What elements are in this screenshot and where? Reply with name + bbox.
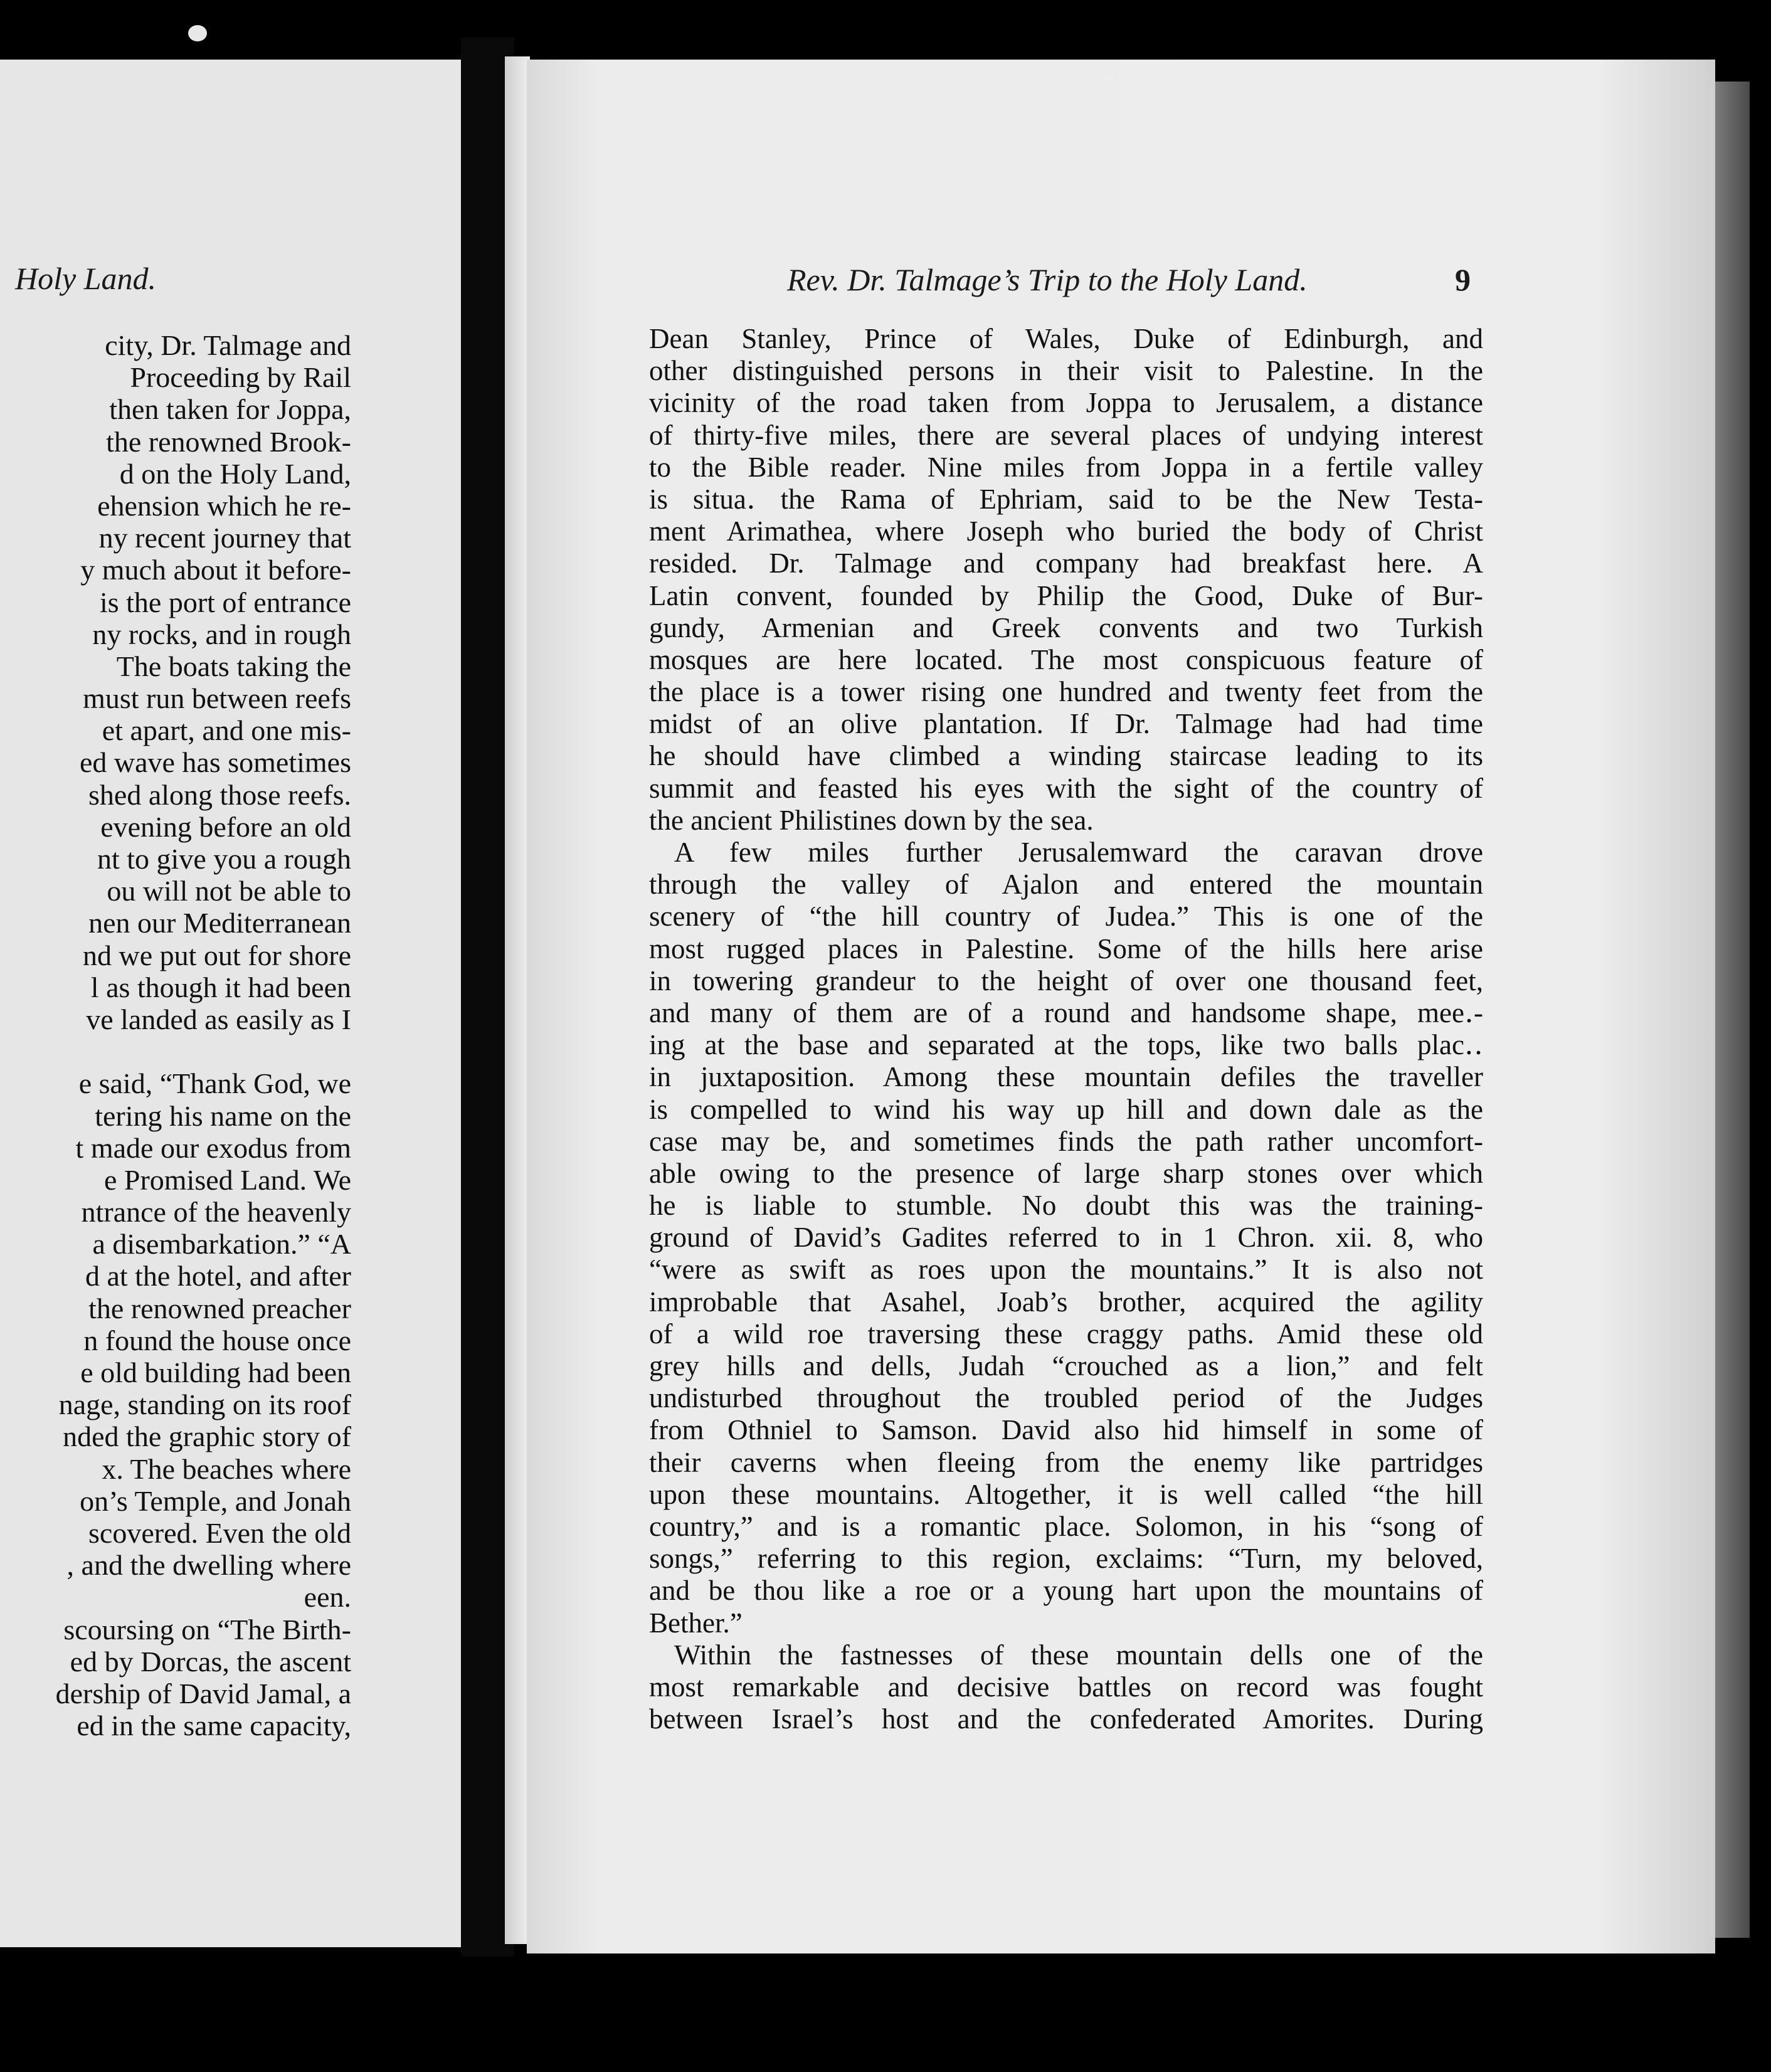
left-text-line: y much about it before-: [80, 554, 351, 586]
left-page-text: [0, 329, 351, 1742]
text-line: of a wild roe traversing these craggy paths. Amid these old: [649, 1318, 1483, 1350]
left-text-line: is the port of entrance: [99, 586, 351, 618]
text-line: to the Bible reader. Nine miles from Joppa in a fertile valley: [649, 451, 1483, 483]
text-line: and be thou like a roe or a young hart upon the mountains of: [649, 1575, 1483, 1607]
left-text-line: ou will not be able to: [107, 875, 351, 907]
text-line: scenery of “the hill country of Judea.” This is one of the: [649, 901, 1483, 933]
text-line: ing at the base and separated at the tops, like two balls plac․․: [649, 1029, 1483, 1061]
text-line: grey hills and dells, Judah “crouched as a lion,” and felt: [649, 1350, 1483, 1382]
right-page: [527, 60, 1715, 1953]
left-text-line: scoursing on “The Birth-: [63, 1613, 351, 1646]
left-text-line: ed wave has sometimes: [79, 746, 351, 779]
left-running-head: Holy Land.: [15, 261, 156, 296]
text-line: Within the fastnesses of these mountain dells one of the: [674, 1639, 1483, 1671]
left-text-line: [0, 1035, 351, 1067]
right-running-head: Rev. Dr. Talmage’s Trip to the Holy Land.: [787, 262, 1308, 297]
left-text-line: ed by Dorcas, the ascent: [70, 1645, 351, 1678]
text-line: A few miles further Jerusalemward the caravan drove: [674, 837, 1483, 868]
text-line: is compelled to wind his way up hill and down dale as the: [649, 1093, 1483, 1125]
page-number: 9: [1455, 262, 1471, 297]
text-line: able owing to the presence of large sharp stones over which: [649, 1157, 1483, 1189]
left-text-line: evening before an old: [100, 810, 351, 843]
left-text-line: a disembarkation.” “A: [92, 1228, 351, 1261]
scan-speck: [188, 25, 207, 41]
text-line: through the valley of Ajalon and entered the mountain: [649, 869, 1483, 901]
left-text-line: dership of David Jamal, a: [55, 1677, 351, 1710]
text-line: in towering grandeur to the height of over one thousand feet,: [649, 965, 1483, 996]
left-text-line: ve landed as easily as I: [86, 1003, 351, 1035]
text-line: in juxtaposition. Among these mountain defiles the traveller: [649, 1061, 1483, 1093]
left-text-line: shed along those reefs.: [88, 778, 351, 811]
left-text-line: e said, “Thank God, we: [78, 1067, 351, 1100]
left-text-line: l as though it had been: [90, 971, 351, 1003]
text-line: of thirty-five miles, there are several places of undying interest: [649, 419, 1483, 451]
text-line: songs,” referring to this region, exclaims: “Turn, my beloved,: [649, 1543, 1483, 1575]
text-line: Dean Stanley, Prince of Wales, Duke of Edinburgh, and: [649, 323, 1483, 354]
text-line: most rugged places in Palestine. Some of the hills here arise: [649, 933, 1483, 965]
text-line: he is liable to stumble. No doubt this was the training-: [649, 1190, 1483, 1222]
left-text-line: ny rocks, and in rough: [92, 618, 351, 650]
left-text-line: ehension which he re-: [97, 489, 351, 522]
left-text-line: ntrance of the heavenly: [81, 1196, 351, 1229]
text-line: other distinguished persons in their visit to Palestine. In the: [649, 355, 1483, 387]
left-text-line: x. The beaches where: [102, 1452, 351, 1485]
right-page-text: [649, 323, 1483, 1735]
text-line: Bether.”: [649, 1607, 743, 1639]
text-line: midst of an olive plantation. If Dr. Talmage had had time: [649, 708, 1483, 740]
left-text-line: the renowned preacher: [88, 1292, 351, 1324]
text-line: the place is a tower rising one hundred and twenty feet from the: [649, 676, 1483, 708]
text-line: mosques are here located. The most conspicuous feature of: [649, 643, 1483, 675]
left-text-line: ed in the same capacity,: [77, 1710, 351, 1742]
left-text-line: must run between reefs: [83, 682, 351, 715]
left-text-line: e Promised Land. We: [103, 1163, 351, 1196]
text-line: “were as swift as roes upon the mountains.” It is also not: [649, 1254, 1483, 1286]
left-text-line: d at the hotel, and after: [85, 1260, 351, 1292]
text-line: the ancient Philistines down by the sea.: [649, 804, 1094, 836]
left-text-line: nen our Mediterranean: [88, 907, 351, 939]
text-line: upon these mountains. Altogether, it is well called “the hill: [649, 1478, 1483, 1510]
left-text-line: een.: [304, 1581, 351, 1614]
left-text-line: t made our exodus from: [75, 1131, 351, 1164]
left-text-line: nage, standing on its roof: [58, 1388, 351, 1421]
text-line: he should have climbed a winding staircase leading to its: [649, 740, 1483, 772]
text-line: between Israel’s host and the confederated Amorites. During: [649, 1703, 1483, 1735]
left-text-line: city, Dr. Talmage and: [105, 329, 351, 361]
text-line: and many of them are of a round and handsome shape, mee․-: [649, 996, 1483, 1028]
text-line: their caverns when fleeing from the enemy like partridges: [649, 1446, 1483, 1478]
left-text-line: ny recent journey that: [98, 522, 351, 554]
text-line: Latin convent, founded by Philip the Good, Duke of Bur-: [649, 579, 1483, 611]
text-line: case may be, and sometimes finds the path rather uncomfort-: [649, 1125, 1483, 1157]
left-text-line: scovered. Even the old: [88, 1516, 351, 1549]
spine-edge: [505, 56, 530, 1944]
left-text-line: Proceeding by Rail: [130, 361, 351, 394]
left-text-line: nded the graphic story of: [63, 1420, 351, 1453]
text-line: vicinity of the road taken from Joppa to Jerusalem, a distance: [649, 387, 1483, 419]
text-line: improbable that Asahel, Joab’s brother, acquired the agility: [649, 1286, 1483, 1318]
text-line: summit and feasted his eyes with the sight of the country of: [649, 772, 1483, 804]
left-text-line: then taken for Joppa,: [109, 393, 351, 426]
left-text-line: d on the Holy Land,: [119, 457, 351, 490]
left-text-line: , and the dwelling where: [66, 1549, 351, 1582]
left-text-line: tering his name on the: [95, 1099, 351, 1132]
left-text-line: n found the house once: [83, 1324, 351, 1356]
text-line: is situa․ the Rama of Ephriam, said to be the New Testa-: [649, 483, 1483, 515]
left-text-line: e old building had been: [80, 1356, 351, 1388]
text-line: country,” and is a romantic place. Solomon, in his “song of: [649, 1510, 1483, 1542]
left-text-line: on’s Temple, and Jonah: [80, 1484, 351, 1517]
left-text-line: The boats taking the: [116, 650, 351, 682]
text-line: most remarkable and decisive battles on record was fought: [649, 1671, 1483, 1703]
left-text-line: nd we put out for shore: [83, 939, 351, 971]
left-text-line: the renowned Brook-: [106, 425, 351, 458]
text-line: undisturbed throughout the troubled period of the Judges: [649, 1382, 1483, 1414]
text-line: from Othniel to Samson. David also hid himself in some of: [649, 1414, 1483, 1446]
text-line: ground of David’s Gadites referred to in 1 Chron. xii. 8, who: [649, 1222, 1483, 1254]
text-line: gundy, Armenian and Greek convents and two Turkish: [649, 611, 1483, 643]
left-text-line: nt to give you a rough: [97, 843, 351, 875]
left-page: [0, 60, 470, 1947]
text-line: resided. Dr. Talmage and company had breakfast here. A: [649, 547, 1483, 579]
left-text-line: et apart, and one mis-: [102, 714, 351, 747]
text-line: ment Arimathea, where Joseph who buried the body of Christ: [649, 515, 1483, 547]
